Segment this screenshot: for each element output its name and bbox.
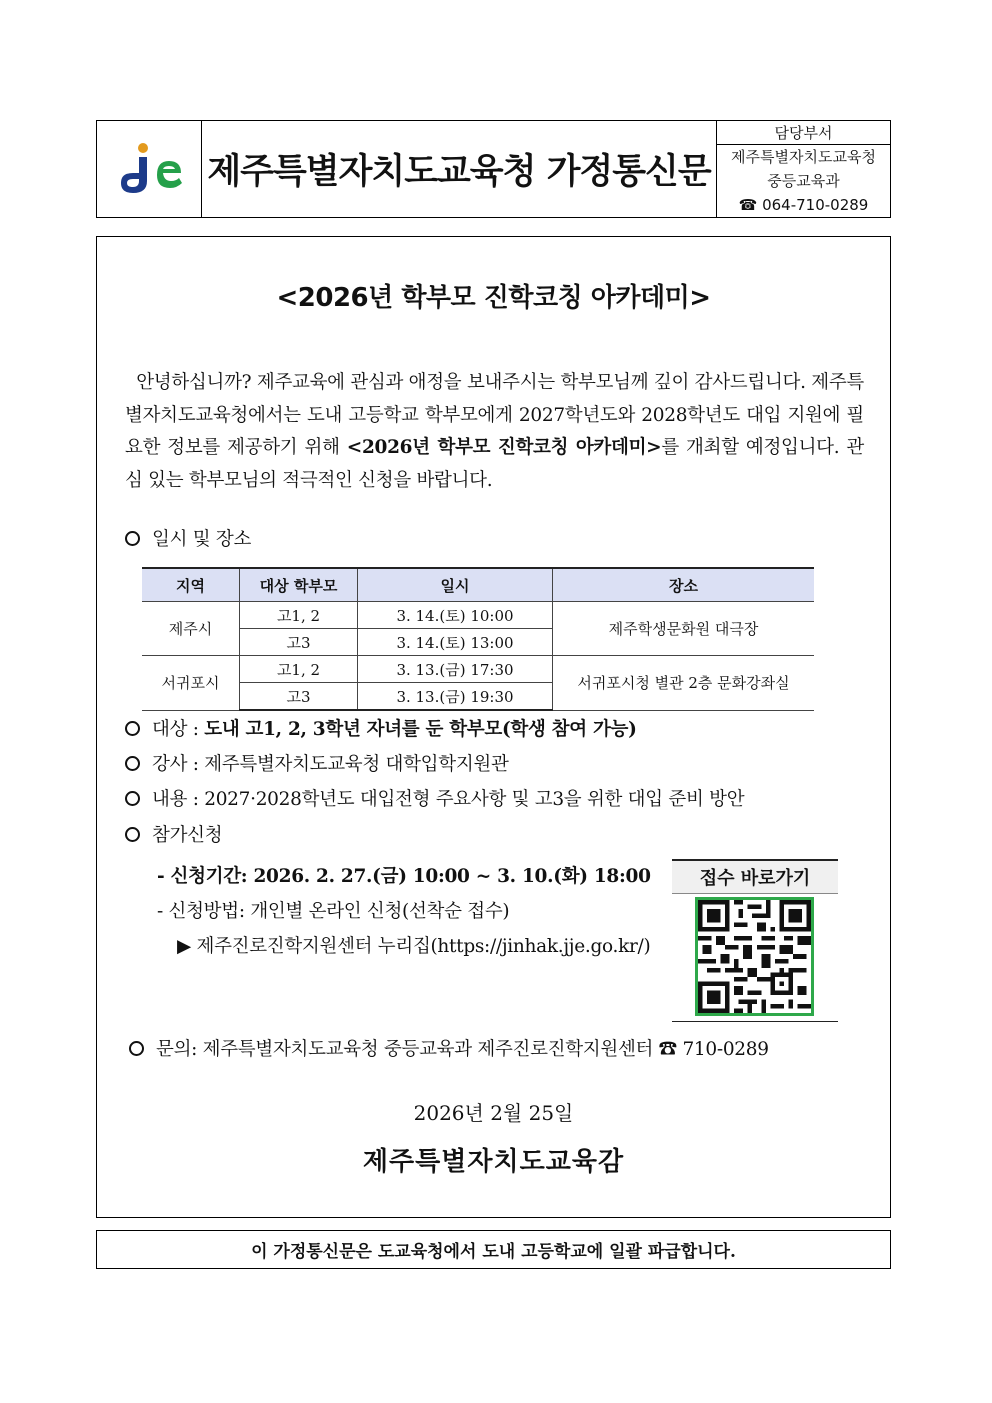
- intro-text-2: 를 개최할 예정입니다. 관심 있는 학부모님의 적극적인 신청을 바랍니다.: [125, 437, 865, 491]
- dept-office: 제주특별자치도교육청: [731, 148, 876, 166]
- department-info: [716, 121, 890, 217]
- apply-site-link[interactable]: ▶ 제주진로진학지원센터 누리집(https://jinhak.jje.go.kr/): [177, 936, 651, 957]
- circle-bullet-icon: [125, 756, 140, 771]
- apply-period: - 신청기간: 2026. 2. 27.(금) 10:00 ~ 3. 10.(화) 18:00: [157, 866, 651, 887]
- col-header-venue: 장소: [553, 568, 815, 602]
- apply-method: - 신청방법: 개인별 온라인 신청(선착순 접수): [157, 901, 510, 922]
- circle-bullet-icon: [125, 531, 140, 546]
- datetime-cell: 3. 14.(토) 10:00: [358, 602, 553, 629]
- dept-division: 중등교육과: [767, 172, 840, 190]
- target-cell: 고3: [240, 683, 358, 711]
- schedule-table: [142, 567, 814, 711]
- page-title: 제주특별자치도교육청 가정통신문: [207, 151, 711, 192]
- circle-bullet-icon: [125, 791, 140, 806]
- footer-note: 이 가정통신문은 도교육청에서 도내 고등학교에 일괄 파급합니다.: [96, 1230, 891, 1269]
- target-cell: 고3: [240, 629, 358, 656]
- inquiry-item: [129, 1035, 769, 1061]
- region-cell: 제주시: [142, 602, 240, 656]
- schedule-heading-text: 일시 및 장소: [152, 529, 252, 550]
- intro-paragraph: [125, 367, 864, 497]
- table-row: [142, 656, 814, 683]
- content-item: [125, 785, 744, 811]
- header-box: [96, 120, 891, 218]
- venue-cell: 서귀포시청 별관 2층 문화강좌실: [553, 656, 815, 711]
- inquiry-text: 문의: 제주특별자치도교육청 중등교육과 제주진로진학지원센터 ☎ 710-0289: [156, 1039, 769, 1060]
- notice-box: [96, 236, 891, 1218]
- notice-title: <2026년 학부모 진학코칭 아카데미>: [276, 283, 711, 313]
- apply-heading-text: 참가신청: [152, 825, 223, 846]
- target-label: 대상 :: [152, 719, 199, 740]
- region-cell: 서귀포시: [142, 656, 240, 711]
- col-header-datetime: 일시: [358, 568, 553, 602]
- logo: [97, 121, 202, 217]
- target-cell: 고1, 2: [240, 656, 358, 683]
- qr-label: 접수 바로가기: [672, 859, 838, 894]
- datetime-cell: 3. 14.(토) 13:00: [358, 629, 553, 656]
- qr-section: [672, 859, 838, 1021]
- target-cell: 고1, 2: [240, 602, 358, 629]
- datetime-cell: 3. 13.(금) 19:30: [358, 683, 553, 711]
- apply-heading: [125, 821, 222, 847]
- table-row: [142, 602, 814, 629]
- signer: 제주특별자치도교육감: [362, 1147, 625, 1177]
- qr-divider: [672, 1021, 838, 1022]
- dept-phone: ☎ 064-710-0289: [738, 196, 869, 214]
- schedule-heading: [125, 525, 251, 551]
- lecturer-text: 강사 : 제주특별자치도교육청 대학입학지원관: [152, 754, 509, 775]
- intro-event-name: <2026년 학부모 진학코칭 아카데미>: [346, 437, 662, 458]
- col-header-target: 대상 학부모: [240, 568, 358, 602]
- jje-logo-icon: [113, 141, 185, 197]
- datetime-cell: 3. 13.(금) 17:30: [358, 656, 553, 683]
- circle-bullet-icon: [129, 1041, 144, 1056]
- circle-bullet-icon: [125, 827, 140, 842]
- col-header-region: 지역: [142, 568, 240, 602]
- qr-code-icon[interactable]: [695, 897, 814, 1016]
- dept-label: 담당부서: [717, 121, 890, 145]
- target-value: 도내 고1, 2, 3학년 자녀를 둔 학부모(학생 참여 가능): [204, 719, 637, 740]
- target-item: [125, 715, 637, 741]
- intro-text-1: 안녕하십니까? 제주교육에 관심과 애정을 보내주시는 학부모님께 깊이 감사드립니다. 제주특별자치도교육청에서는 도내 고등학교 학부모에게 2027학년도와 2028학년도 대입 지원에 필요한 정보를 제공하기 위해: [125, 372, 864, 458]
- lecturer-item: [125, 750, 509, 776]
- content-text: 내용 : 2027·2028학년도 대입전형 주요사항 및 고3을 위한 대입 준비 방안: [152, 789, 745, 810]
- venue-cell: 제주학생문화원 대극장: [553, 602, 815, 656]
- circle-bullet-icon: [125, 721, 140, 736]
- issue-date: 2026년 2월 25일: [413, 1101, 574, 1125]
